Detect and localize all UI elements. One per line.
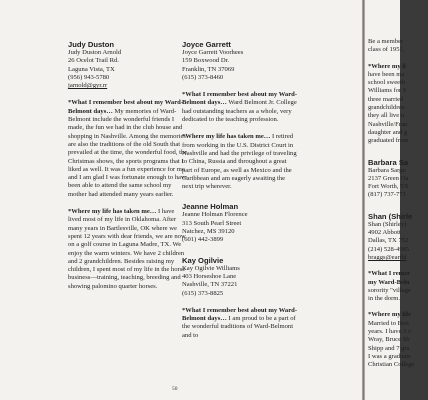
address-line: Natchez, MS 39120: [182, 228, 235, 236]
address-line: (601) 442-3899: [182, 236, 224, 244]
text-line: three married: [368, 95, 404, 103]
answer-text: Ward Belmont Jr. College had outstanding teachers as a whole, very dedicated to the teaching profession.: [182, 99, 297, 124]
answer-text: My memories of Ward-Belmont include the wonderful friends I made, the fun we had in the club house and shopping in Nashville. Among the memories are also the traditions of the old South that prevailed at the time, the wonderful food, the Christmas shows, the sports programs that I liked as well. It was a fun experience for me and I am glad I was fortunate enough to have been able to attend the same school my mother had attended many years earlier.: [68, 107, 188, 198]
text-line: Wray, Bruce Sh: [368, 336, 410, 344]
email-line: braggs@earthl: [368, 253, 407, 261]
text-line: Barbara Sargu: [368, 166, 406, 174]
entry-name: Kay Ogilvie: [182, 255, 224, 265]
text-line: sorority "village: [368, 286, 411, 294]
question-heading: *Where my life has taken me…: [68, 208, 157, 216]
entry-address: [182, 265, 298, 298]
address-line: (615) 373-8825: [182, 289, 224, 297]
column-1: [68, 40, 188, 291]
right-page: [365, 0, 415, 400]
text-line: class of 1951,: [368, 46, 405, 54]
question-heading: *What I remember best about my Ward-Belmont days…: [182, 306, 298, 323]
entry-name: Barbara Sa: [368, 157, 409, 167]
question-heading: *Where my life has taken me…: [182, 133, 271, 141]
text-line: in the dorm.: [368, 295, 401, 303]
address-line: Franklin, TN 37069: [182, 65, 235, 73]
question-heading: *Where my li: [368, 62, 406, 70]
address-line: 159 Boxwood Dr.: [182, 57, 230, 65]
answer-text: I retired from working in the U.S. District Court in Nashville and had the privilege of traveling to China, Russia and throughout a great part of Europe, as well as Mexico and the Caribbean and am eagerly awaiting the next trip wherever.: [182, 133, 297, 191]
address-line: Kay Ogilvie Williams: [182, 264, 240, 272]
text-line: Nashville/Fran: [368, 120, 408, 128]
life-paragraph: [68, 208, 188, 291]
text-line: grandchildren: [368, 104, 405, 112]
text-line: I was a graduate: [368, 352, 412, 360]
answer-text: I am proud to be a part of the wonderful traditions of Ward-Belmont and to: [182, 315, 296, 339]
page-number: 50: [172, 386, 178, 392]
entry-address: [182, 211, 298, 244]
address-line: (615) 373-8460: [182, 73, 224, 81]
text-line: Christian College: [368, 361, 415, 369]
entry-address: [182, 49, 298, 82]
address-line: Jeanne Holman Florence: [182, 211, 248, 219]
text-line: Shan (Shirley): [368, 220, 407, 228]
life-paragraph: [182, 133, 298, 191]
text-line: 4902 Abbott: [368, 229, 401, 237]
question-heading: *Where my life: [368, 311, 412, 319]
text-line: Married to Bert: [368, 319, 410, 327]
text-line: 2137 Green Oa: [368, 174, 409, 182]
address-line: Nashville, TN 37221: [182, 281, 238, 289]
address-line: (956) 943-5780: [68, 73, 110, 81]
entry-address: [68, 49, 188, 90]
text-line: have been ma: [368, 70, 405, 78]
text-line: Williams for 5: [368, 87, 407, 95]
entry-name: Judy Duston: [68, 40, 114, 49]
right-page-column: [368, 38, 428, 370]
address-line: Judy Duston Arnold: [68, 49, 122, 56]
entry-name: Shan (Shirle: [368, 211, 413, 221]
text-line: Be a member: [368, 38, 404, 45]
question-heading: my Ward-Beln: [368, 278, 410, 286]
text-line: (817) 737-771: [368, 191, 406, 199]
memory-paragraph: [182, 307, 298, 340]
text-line: Fort Worth, TX: [368, 183, 409, 191]
text-line: daughter and g: [368, 128, 408, 136]
address-line: 26 Ocelot Trail Rd.: [68, 57, 119, 65]
answer-text: I have lived most of my life in Oklahoma. After many years in Bartlesville, OK where we spent 12 years with dear friends, we are now on a golf course in Laguna Madre, TX. We enjoy the warm winters. We have 2 children and 2 grandchildren. Besides raising my children, I spent most of my life in the horse business—training, teaching, breeding and showing palomino quarter horses.: [68, 208, 186, 290]
text-line: they all live n: [368, 112, 405, 120]
text-line: graduated from: [368, 137, 409, 145]
memory-paragraph: [182, 91, 298, 124]
question-heading: *What I remember best about my Ward-Belmont days…: [182, 91, 298, 107]
question-heading: *What I remember best about my Ward-Belmont days…: [68, 99, 184, 115]
address-line: Laguna Vista, TX: [68, 65, 115, 73]
text-line: Dallas, TX 752: [368, 237, 409, 245]
email-line: jarnold@gyr.rr: [68, 82, 108, 90]
address-line: 313 South Pearl Street: [182, 219, 242, 227]
text-line: years. I have 3 c: [368, 328, 412, 336]
question-heading: *What I remer: [368, 270, 410, 278]
memory-paragraph: [68, 99, 188, 199]
column-2: [182, 40, 298, 340]
entry-name: Jeanne Holman: [182, 202, 239, 212]
text-line: (214) 528-4985: [368, 245, 410, 253]
address-line: 403 Horseshoe Lane: [182, 272, 237, 280]
text-line: school sweeth: [368, 79, 406, 87]
address-line: Joyce Garrett Voorhees: [182, 49, 244, 56]
text-line: Shipp and 7 gra: [368, 344, 410, 352]
entry-name: Joyce Garrett: [182, 40, 231, 49]
